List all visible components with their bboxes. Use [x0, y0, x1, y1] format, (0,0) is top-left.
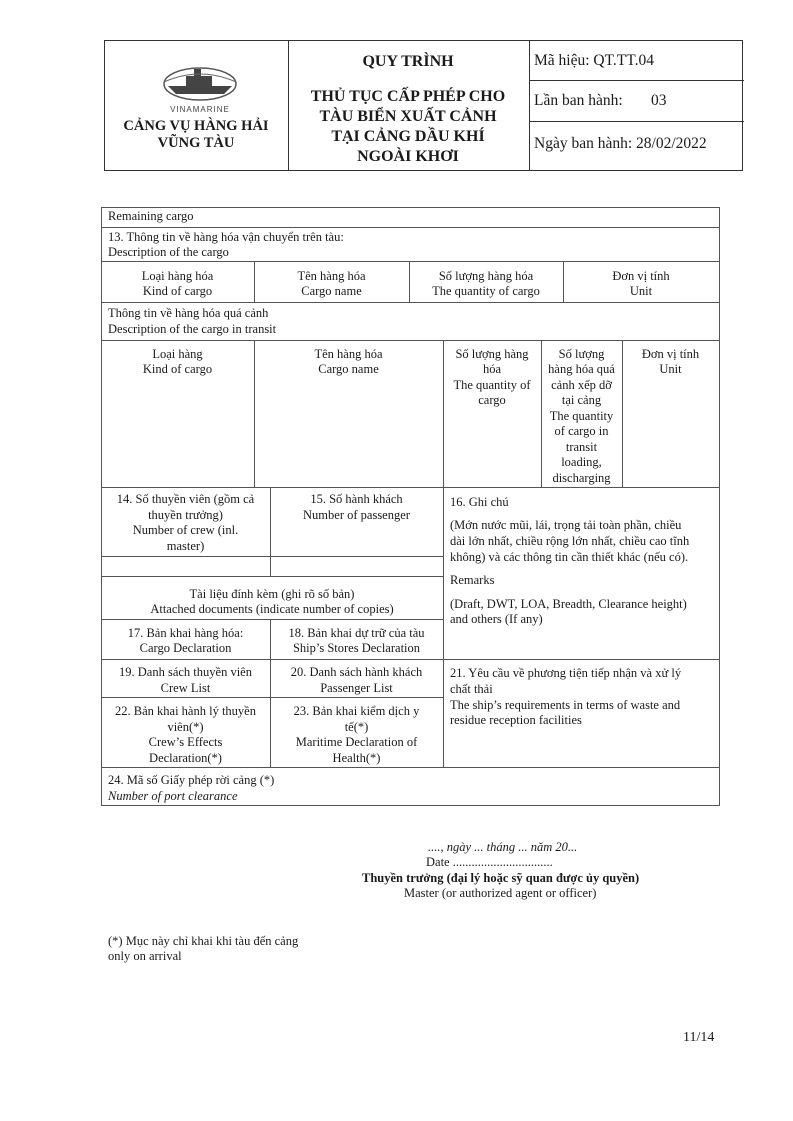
- issue-date: Ngày ban hành: 28/02/2022: [534, 135, 707, 152]
- s16-en-1: (Draft, DWT, LOA, Breadth, Clearance height): [450, 597, 687, 611]
- org-name-1: CẢNG VỤ HÀNG HẢI: [123, 118, 269, 134]
- s21-line-3: The ship’s requirements in terms of waste and: [450, 698, 681, 712]
- signature-role-vi: Thuyền trưởng (đại lý hoặc sỹ quan được ủy quyền): [362, 871, 640, 885]
- s23-line-4: Health(*): [332, 751, 381, 765]
- doc-title-2: THỦ TỤC CẤP PHÉP CHO: [310, 88, 506, 105]
- s16-vi-1: (Mớn nước mũi, lái, trọng tải toàn phần, chiều: [450, 518, 682, 532]
- s13-title-en: Description of the cargo: [108, 245, 229, 259]
- doc-title-5: NGOÀI KHƠI: [357, 148, 459, 165]
- cargo-col-kind-en: Kind of cargo: [142, 284, 213, 298]
- transit-col-qt-9: discharging: [552, 471, 611, 485]
- s16-title: 16. Ghi chú: [450, 495, 509, 509]
- org-name-2: VŨNG TÀU: [157, 135, 235, 151]
- s24-title: 24. Mã số Giấy phép rời cảng (*): [108, 773, 275, 787]
- cargo-col-kind-vi: Loại hàng hóa: [141, 269, 214, 283]
- transit-col-qt-3: cảnh xếp dỡ: [551, 378, 612, 392]
- attached-docs-vi: Tài liệu đính kèm (ghi rõ số bản): [189, 587, 355, 601]
- attached-docs-en: Attached documents (indicate number of copies): [150, 602, 394, 616]
- transit-col-qty-1: Số lượng hàng: [455, 347, 529, 361]
- cargo-col-qty-vi: Số lượng hàng hóa: [438, 269, 534, 283]
- s20-line-1: 20. Danh sách hành khách: [290, 665, 423, 679]
- transit-col-qty-4: cargo: [478, 393, 506, 407]
- s21-line-2: chất thải: [450, 682, 493, 696]
- doc-title-3: TÀU BIỂN XUẤT CẢNH: [319, 108, 497, 125]
- cargo-col-name-vi: Tên hàng hóa: [297, 269, 366, 283]
- s15-line-2: Number of passenger: [303, 508, 410, 522]
- s24-title-en: Number of port clearance: [108, 789, 238, 803]
- s18-line-1: 18. Bản khai dự trữ của tàu: [288, 626, 425, 640]
- signature-date-vi: ...., ngày ... tháng ... năm 20...: [428, 840, 578, 854]
- logo-text: VINAMARINE: [170, 105, 230, 114]
- cargo-col-name-en: Cargo name: [301, 284, 362, 298]
- vinamarine-logo-icon: [160, 62, 240, 106]
- transit-col-qt-7: transit: [565, 440, 598, 454]
- transit-col-qty-2: hóa: [482, 362, 502, 376]
- transit-col-name-vi: Tên hàng hóa: [314, 347, 383, 361]
- transit-col-qt-5: The quantity: [549, 409, 614, 423]
- issue-label: Lần ban hành:: [534, 92, 623, 109]
- cargo-col-unit-vi: Đơn vị tính: [612, 269, 670, 283]
- transit-col-kind-vi: Loại hàng: [152, 347, 203, 361]
- signature-date-en: Date ................................: [426, 855, 553, 869]
- transit-col-name-en: Cargo name: [318, 362, 379, 376]
- s20-line-2: Passenger List: [320, 681, 393, 695]
- transit-col-qt-6: of cargo in: [554, 424, 609, 438]
- issue-value: 03: [651, 92, 667, 109]
- transit-col-qt-8: loading,: [561, 455, 602, 469]
- s23-line-2: tế(*): [344, 720, 369, 734]
- transit-col-kind-en: Kind of cargo: [142, 362, 213, 376]
- s23-line-1: 23. Bản khai kiểm dịch y: [293, 704, 420, 718]
- document-code: Mã hiệu: QT.TT.04: [534, 52, 654, 69]
- doc-title-4: TẠI CẢNG DẦU KHÍ: [331, 128, 485, 145]
- s22-line-1: 22. Bản khai hành lý thuyền: [115, 704, 256, 718]
- s14-line-3: Number of crew (inl.: [132, 523, 239, 537]
- signature-role-en: Master (or authorized agent or officer): [404, 886, 597, 900]
- transit-col-unit-vi: Đơn vị tính: [641, 347, 700, 361]
- s18-line-2: Ship’s Stores Declaration: [292, 641, 421, 655]
- s16-vi-2: dài lớn nhất, chiều rộng lớn nhất, chiều cao tĩnh: [450, 534, 690, 548]
- s21-line-4: residue reception facilities: [450, 713, 582, 727]
- footnote-en: only on arrival: [108, 949, 182, 963]
- transit-col-qt-4: tại cảng: [561, 393, 602, 407]
- s16-en-2: and others (If any): [450, 612, 543, 626]
- page-number: 11/14: [683, 1030, 715, 1045]
- s14-line-4: master): [166, 539, 205, 553]
- s17-line-2: Cargo Declaration: [139, 641, 232, 655]
- s17-line-1: 17. Bản khai hàng hóa:: [127, 626, 244, 640]
- cargo-col-unit-en: Unit: [629, 284, 653, 298]
- s22-line-2: viên(*): [167, 720, 204, 734]
- s19-line-2: Crew List: [160, 681, 211, 695]
- transit-title: Thông tin về hàng hóa quá cảnh: [108, 306, 269, 320]
- s21-line-1: 21. Yêu cầu về phương tiện tiếp nhận và xử lý: [450, 666, 682, 680]
- footnote-vi: (*) Mục này chỉ khai khi tàu đến cảng: [108, 934, 299, 948]
- s22-line-3: Crew’s Effects: [148, 735, 223, 749]
- s13-title: 13. Thông tin về hàng hóa vận chuyển trên tàu:: [108, 230, 344, 244]
- s14-line-2: thuyền trưởng): [148, 508, 223, 522]
- s23-line-3: Maritime Declaration of: [295, 735, 418, 749]
- doc-title-1: QUY TRÌNH: [362, 53, 454, 70]
- transit-title-en: Description of the cargo in transit: [108, 322, 277, 336]
- transit-col-qt-2: hàng hóa quá: [548, 362, 615, 376]
- s14-line-1: 14. Số thuyền viên (gồm cả: [116, 492, 255, 506]
- s22-line-4: Declaration(*): [149, 751, 222, 765]
- transit-col-qty-3: The quantity of: [453, 378, 531, 392]
- s16-remarks: Remarks: [450, 573, 495, 587]
- cargo-col-qty-en: The quantity of cargo: [432, 284, 540, 298]
- s15-line-1: 15. Số hành khách: [310, 492, 403, 506]
- s19-line-1: 19. Danh sách thuyền viên: [119, 665, 252, 679]
- remaining-cargo-label: Remaining cargo: [108, 209, 194, 223]
- s16-vi-3: không) và các thông tin cần thiết khác (nếu có).: [450, 550, 689, 564]
- transit-col-unit-en: Unit: [659, 362, 682, 376]
- transit-col-qt-1: Số lượng: [558, 347, 605, 361]
